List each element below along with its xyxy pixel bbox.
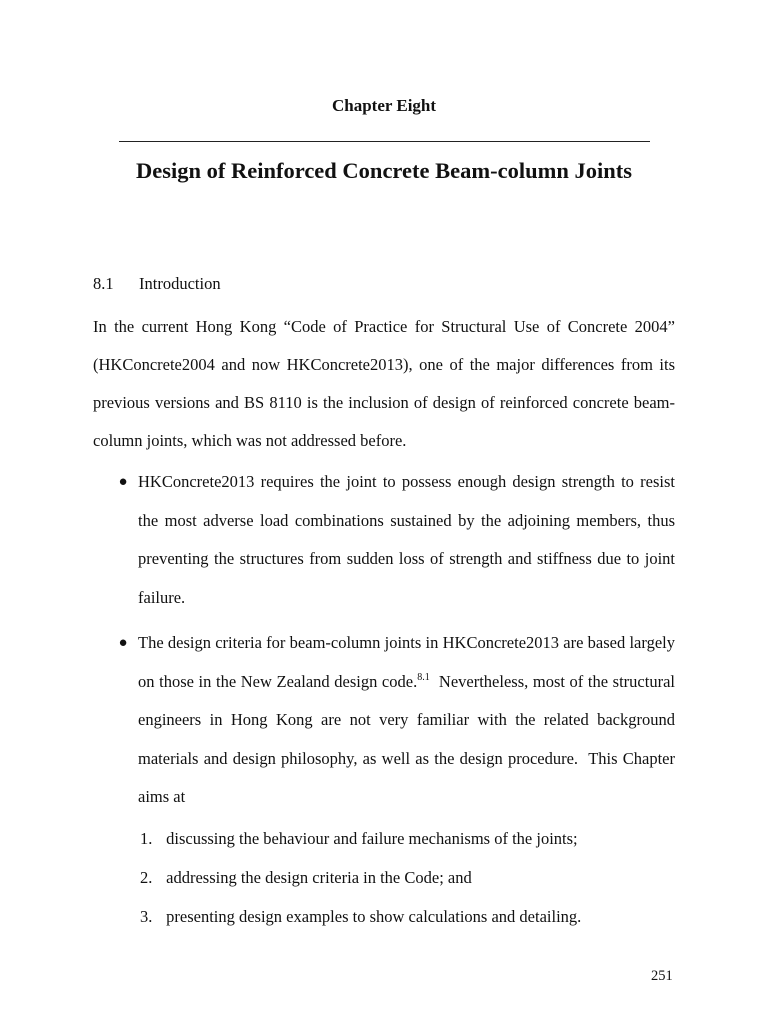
section-number: 8.1 [93, 274, 114, 293]
aims-list-item [140, 819, 680, 858]
section-heading [93, 274, 221, 294]
chapter-divider-rule [119, 141, 650, 142]
aims-list-item [140, 858, 680, 897]
bullet-item [93, 463, 675, 617]
aims-list-item [140, 897, 680, 936]
bullet-item [93, 624, 680, 817]
intro-paragraph: In the current Hong Kong “Code of Practice for Structural Use of Concrete 2004” (HKConcrete2004 and now HKConcrete2013), one of the major differences from its previous versions and BS 8110 is the inclusion of design of reinforced concrete beam-column joints, which was not addressed before. [93, 317, 675, 450]
chapter-label: Chapter Eight [331, 96, 437, 115]
aims-item-text: discussing the behaviour and failure mechanisms of the joints; [166, 829, 578, 848]
footnote-reference: 8.1 [417, 671, 430, 683]
aims-item-number: 2. [140, 868, 153, 887]
bullet-text-part: Nevertheless, most of the structural engineers in Hong Kong are not very familiar with the related background materials and design philosophy, as well as the design procedure. This Chapter aims at [138, 671, 680, 806]
bullet-text [138, 624, 680, 817]
aims-item-number: 3. [140, 907, 153, 926]
page-number: 251 [651, 968, 673, 984]
aims-item-text: presenting design examples to show calculations and detailing. [166, 907, 582, 926]
section-title: Introduction [139, 274, 221, 293]
bullet-dot-icon: ● [118, 635, 128, 651]
bullet-text-part: The design criteria for beam-column joints in HKConcrete2013 are based largely on those in the New Zealand design code. [138, 633, 675, 691]
aims-item-number: 1. [140, 829, 153, 848]
bullet-text: HKConcrete2013 requires the joint to possess enough design strength to resist the most adverse load combinations sustained by the adjoining members, thus preventing the structures from sudden loss of strength and stiffness due to joint failure. [138, 472, 675, 607]
aims-item-text: addressing the design criteria in the Code; and [166, 868, 472, 887]
bullet-dot-icon: ● [118, 474, 128, 490]
aims-list [140, 819, 680, 936]
chapter-title: Design of Reinforced Concrete Beam-column Joints [136, 158, 632, 183]
